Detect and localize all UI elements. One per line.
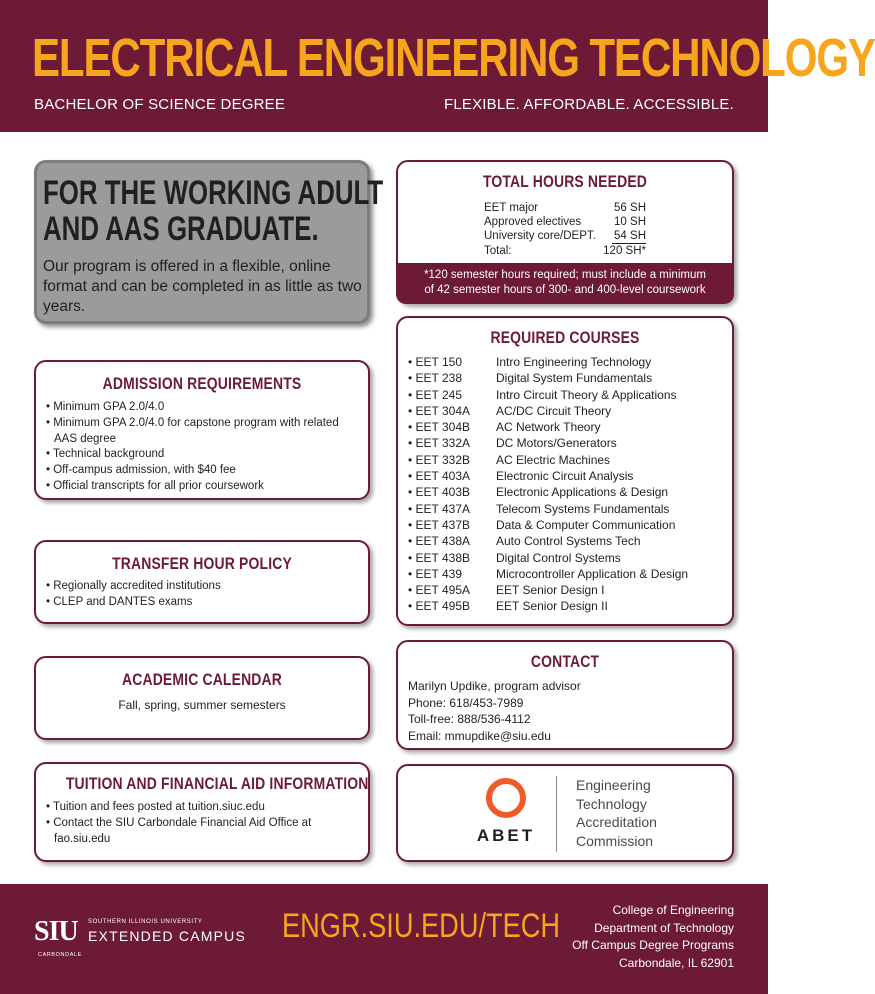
- list-item: • Minimum GPA 2.0/4.0 for capstone program with related AAS degree: [46, 416, 339, 445]
- abet-line: Technology: [576, 795, 647, 812]
- course-row: [408, 517, 728, 533]
- course-code: • EET 439: [408, 566, 463, 581]
- siu-carbondale: CARBONDALE: [38, 952, 82, 958]
- website-link[interactable]: ENGR.SIU.EDU/TECH: [282, 907, 561, 945]
- course-code: • EET 403B: [408, 485, 471, 500]
- course-code: • EET 304A: [408, 403, 471, 418]
- course-list: [408, 354, 728, 615]
- course-code: • EET 437A: [408, 501, 471, 516]
- tuition-title: TUITION AND FINANCIAL AID INFORMATION: [65, 774, 369, 793]
- course-row: [408, 550, 728, 566]
- course-code: • EET 238: [408, 371, 463, 386]
- header-banner: [0, 0, 875, 132]
- course-code: • EET 304B: [408, 420, 471, 435]
- abet-card: [396, 764, 734, 862]
- hours-value: 54 SH: [612, 229, 646, 244]
- required-courses-card: [396, 316, 734, 626]
- list-item: • Off-campus admission, with $40 fee: [46, 464, 236, 477]
- hours-row: [484, 229, 646, 244]
- total-hours-card: [396, 160, 734, 304]
- divider: [556, 776, 557, 852]
- siu-university-name: SOUTHERN ILLINOIS UNIVERSITY: [88, 919, 203, 925]
- course-name: Telecom Systems Fundamentals: [496, 501, 670, 516]
- course-code: • EET 332A: [408, 436, 471, 451]
- hours-label: Approved electives: [484, 216, 582, 228]
- list-item: • Regionally accredited institutions: [46, 580, 221, 592]
- intro-heading-line-1: FOR THE WORKING ADULT: [43, 174, 384, 212]
- course-name: Electronic Applications & Design: [496, 485, 669, 500]
- course-row: [408, 387, 728, 403]
- transfer-title: TRANSFER HOUR POLICY: [112, 554, 292, 573]
- college-address: [572, 902, 734, 972]
- total-hours-title: TOTAL HOURS NEEDED: [482, 172, 648, 191]
- course-name: Auto Control Systems Tech: [496, 534, 641, 549]
- abet-line: Commission: [576, 832, 654, 849]
- abet-commission-text: [576, 776, 657, 850]
- course-name: Data & Computer Communication: [496, 517, 676, 532]
- abet-line: Accreditation: [576, 814, 657, 830]
- course-name: Microcontroller Application & Design: [496, 566, 689, 581]
- course-name: EET Senior Design I: [496, 583, 605, 598]
- course-code: • EET 495B: [408, 599, 471, 614]
- address-line: Department of Technology: [594, 920, 734, 935]
- course-code: • EET 332B: [408, 452, 471, 467]
- course-name: EET Senior Design II: [496, 599, 608, 614]
- hours-row: [484, 201, 646, 215]
- hours-note-line-1: *120 semester hours required; must include a minimum: [424, 269, 706, 281]
- course-name: AC Electric Machines: [496, 452, 611, 467]
- hours-value: 56 SH: [614, 202, 646, 214]
- admission-list: [46, 400, 362, 495]
- course-row: [408, 533, 728, 549]
- contact-phone[interactable]: Phone: 618/453-7989: [408, 695, 524, 710]
- tuition-list: [46, 800, 362, 847]
- intro-body: Our program is offered in a flexible, online format and can be completed in as little as two years.: [43, 258, 362, 315]
- academic-calendar-card: [34, 656, 370, 740]
- required-courses-title: REQUIRED COURSES: [490, 328, 640, 347]
- address-line: Off Campus Degree Programs: [572, 938, 734, 952]
- calendar-text: Fall, spring, summer semesters: [118, 698, 286, 712]
- list-item: • Technical background: [46, 448, 165, 461]
- siu-extended-campus: EXTENDED CAMPUS: [88, 928, 247, 944]
- degree-label: BACHELOR OF SCIENCE DEGREE: [34, 96, 286, 113]
- course-code: • EET 245: [408, 387, 463, 402]
- hours-label: Total:: [484, 245, 512, 257]
- hours-row-total: [484, 244, 646, 258]
- hours-value: 120 SH*: [603, 245, 646, 257]
- admission-title: ADMISSION REQUIREMENTS: [102, 374, 302, 393]
- address-line: Carbondale, IL 62901: [619, 955, 734, 970]
- siu-mark: SIU: [34, 916, 78, 947]
- hours-label: EET major: [484, 202, 539, 214]
- course-row: [408, 598, 728, 614]
- course-code: • EET 437B: [408, 517, 471, 532]
- course-name: DC Motors/Generators: [496, 436, 617, 451]
- abet-ring-icon: [486, 778, 526, 818]
- course-name: Intro Circuit Theory & Applications: [496, 387, 677, 402]
- contact-lines: [408, 678, 581, 744]
- contact-advisor: Marilyn Updike, program advisor: [408, 679, 581, 693]
- list-item: • Contact the SIU Carbondale Financial Aid Office at fao.siu.edu: [46, 816, 312, 845]
- course-code: • EET 438B: [408, 550, 471, 565]
- hours-row: [484, 215, 646, 229]
- course-code: • EET 403A: [408, 469, 471, 484]
- tagline: FLEXIBLE. AFFORDABLE. ACCESSIBLE.: [443, 96, 734, 113]
- tuition-card: [34, 762, 370, 862]
- course-code: • EET 438A: [408, 534, 471, 549]
- course-row: [408, 582, 728, 598]
- course-name: Digital Control Systems: [496, 550, 621, 565]
- course-row: [408, 435, 728, 451]
- academic-calendar-title: ACADEMIC CALENDAR: [121, 670, 283, 689]
- intro-panel: [34, 160, 384, 324]
- contact-tollfree[interactable]: Toll-free: 888/536-4112: [408, 712, 531, 726]
- list-item: • Tuition and fees posted at tuition.siuc.edu: [46, 801, 265, 813]
- course-name: AC Network Theory: [496, 420, 601, 435]
- transfer-card: [34, 540, 370, 624]
- course-name: Digital System Fundamentals: [496, 371, 653, 386]
- transfer-list: [46, 579, 362, 611]
- course-code: • EET 150: [408, 355, 463, 369]
- course-row: [408, 501, 728, 517]
- hours-value: 10 SH: [614, 216, 646, 228]
- list-item: • CLEP and DANTES exams: [46, 595, 193, 608]
- course-name: Intro Engineering Technology: [496, 355, 652, 369]
- hours-label: University core/DEPT.: [484, 230, 596, 242]
- admission-card: [34, 360, 370, 500]
- course-row: [408, 468, 728, 484]
- course-row: [408, 484, 728, 500]
- hours-note: [396, 263, 734, 304]
- list-item: • Minimum GPA 2.0/4.0: [46, 401, 165, 413]
- course-row: [408, 566, 728, 582]
- course-row: [408, 419, 728, 435]
- course-row: [408, 370, 728, 386]
- contact-card: [396, 640, 734, 750]
- course-row: [408, 403, 728, 419]
- abet-line: Engineering: [576, 777, 651, 793]
- course-row: [408, 452, 728, 468]
- course-row: [408, 354, 728, 370]
- contact-title: CONTACT: [530, 652, 600, 671]
- list-item: • Official transcripts for all prior coursework: [46, 479, 264, 492]
- address-line: College of Engineering: [612, 903, 734, 917]
- hours-note-line-2: of 42 semester hours of 300- and 400-level coursework: [424, 284, 706, 296]
- siu-extended-campus-logo: [34, 914, 254, 966]
- contact-email[interactable]: Email: mmupdike@siu.edu: [408, 728, 551, 743]
- course-code: • EET 495A: [408, 583, 471, 598]
- abet-wordmark: ABET: [476, 826, 536, 845]
- course-name: Electronic Circuit Analysis: [496, 469, 634, 484]
- program-title: ELECTRICAL ENGINEERING TECHNOLOGY: [32, 28, 875, 88]
- intro-heading: [43, 174, 384, 248]
- hours-table: [484, 201, 646, 258]
- course-name: AC/DC Circuit Theory: [496, 403, 612, 418]
- intro-heading-line-2: AND AAS GRADUATE.: [43, 210, 319, 248]
- footer-banner: [0, 884, 768, 994]
